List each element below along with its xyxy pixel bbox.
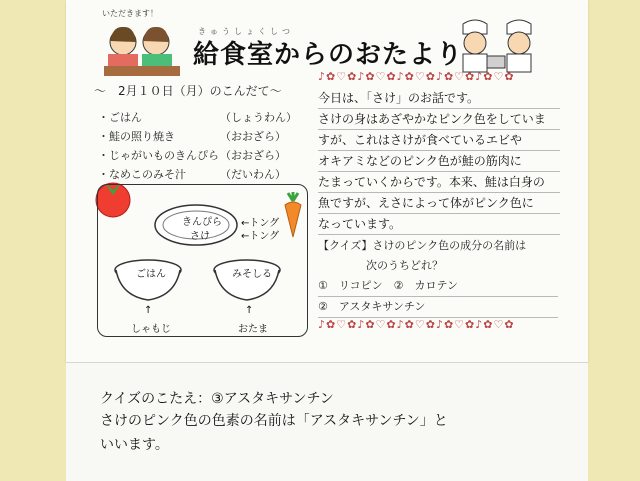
menu-bowl: （だいわん）	[220, 168, 286, 181]
decorative-border-bottom: ♪✿♡✿♪✿♡✿♪✿♡✿♪✿♡✿♪✿♡✿	[318, 318, 515, 331]
tong-label: ←トング	[241, 231, 280, 242]
menu-list	[98, 108, 328, 184]
title-ruby: きゅうしょくしつ	[198, 27, 294, 36]
article-line: さけの身はあざやかなピンク色をしていま	[318, 109, 560, 130]
menu-dish: ・ ごはん	[98, 108, 220, 127]
children-eating-illustration	[100, 18, 184, 78]
quiz-section	[318, 236, 558, 318]
menu-bowl: （おおざら）	[220, 149, 286, 162]
article-line: たまっていくからです。本来、鮭は白身の	[318, 172, 560, 193]
menu-date-heading: 〜 2月１０日（月）のこんだて〜	[94, 84, 282, 98]
salmon-article	[318, 88, 560, 235]
plate-item-kinpira: きんぴら	[182, 217, 222, 228]
menu-bowl: （しょうわん）	[220, 111, 297, 124]
article-line: 魚ですが、えさによって体がピンク色に	[318, 193, 560, 214]
page-title: 給食室からのおたより	[193, 40, 464, 70]
menu-item	[98, 127, 328, 146]
quiz-answer-text: いいます。	[100, 437, 169, 453]
menu-item	[98, 146, 328, 165]
tong-label: ←トング	[241, 218, 280, 229]
chef-children-illustration	[455, 16, 545, 76]
ladle-label: おたま	[238, 324, 268, 335]
quiz-choice-row: ② アスタキサンチン	[318, 297, 558, 318]
quiz-subquestion: 次のうちどれ？	[366, 259, 443, 272]
soup-bowl-label: みそしる	[232, 269, 272, 280]
quiz-answer-title: クイズのこたえ：③アスタキサンチン	[100, 391, 334, 407]
menu-dish: ・ じゃがいものきんぴら	[98, 146, 220, 165]
decorative-border-top: ♪✿♡✿♪✿♡✿♪✿♡✿♪✿♡✿♪✿♡✿	[318, 70, 515, 83]
quiz-question: 【クイズ】さけのピンク色の成分の名前は	[318, 239, 527, 252]
menu-dish: ・ 鮭の照り焼き	[98, 127, 220, 146]
rice-bowl-label: ごはん	[136, 269, 166, 280]
quiz-answer-text: さけのピンク色の色素の名前は「アスタキサンチン」と	[100, 413, 448, 429]
menu-bowl: （おおざら）	[220, 130, 286, 143]
rice-paddle-label: しゃもじ	[131, 324, 171, 335]
greeting-text: いただきます！	[102, 9, 158, 18]
carrot-icon	[281, 191, 305, 241]
up-arrow-icon: ↑	[144, 305, 153, 316]
menu-item	[98, 108, 328, 127]
article-line: 今日は、「さけ」のお話です。	[318, 88, 560, 109]
up-arrow-icon: ↑	[245, 305, 254, 316]
article-line: オキアミなどのピンク色が鮭の筋肉に	[318, 151, 560, 172]
plate-item-salmon: さけ	[190, 231, 210, 242]
article-line: すが、これはさけが食べているエビや	[318, 130, 560, 151]
menu-dish: ・ なめこのみそ汁	[98, 165, 220, 184]
quiz-choice-row: ① リコピン ② カロテン	[318, 276, 558, 297]
article-line: なっています。	[318, 214, 560, 235]
